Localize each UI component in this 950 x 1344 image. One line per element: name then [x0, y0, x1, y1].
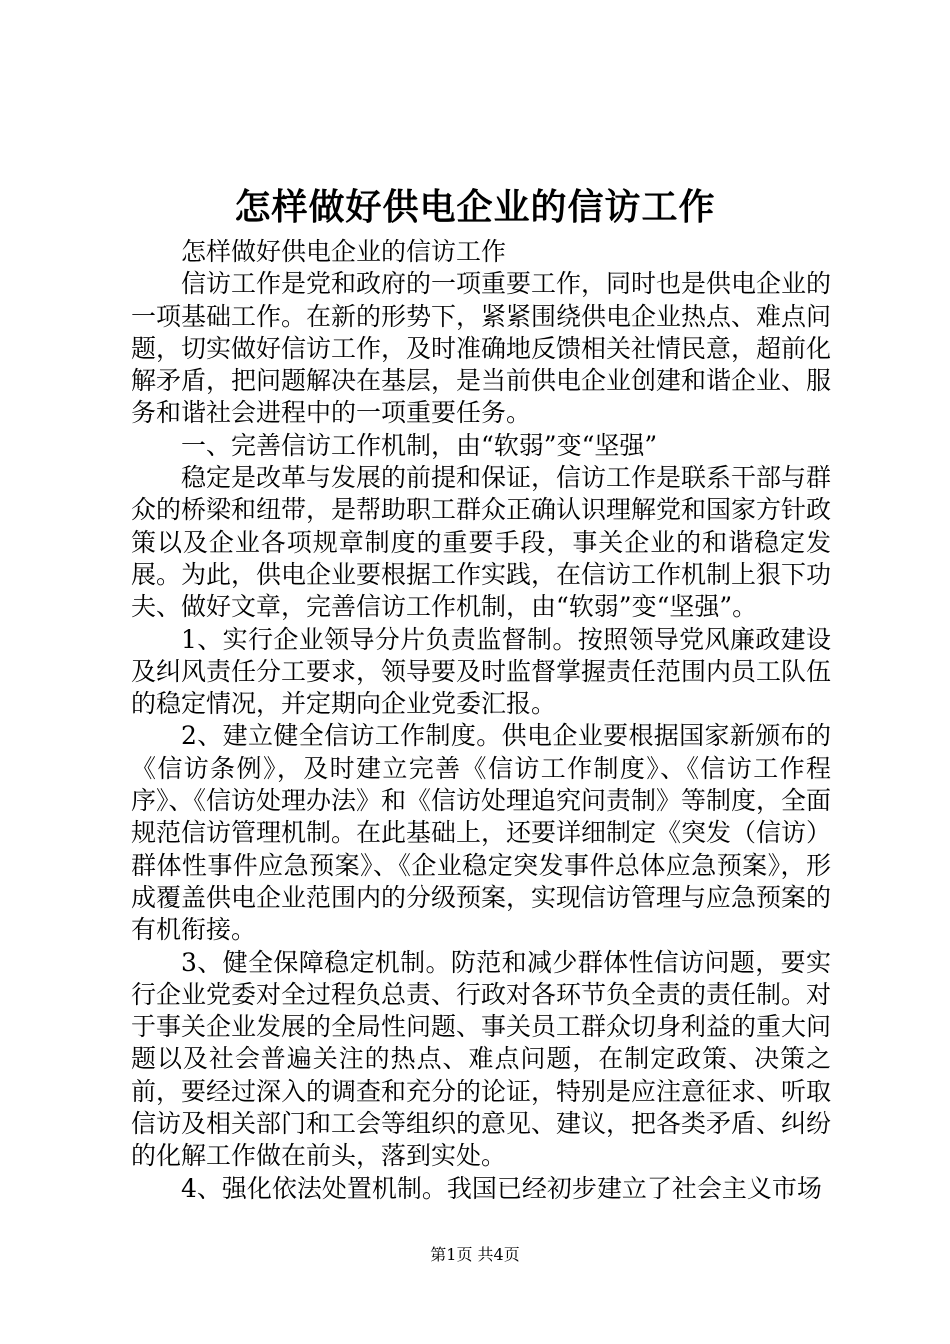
- paragraph-item-4: 4、强化依法处置机制。我国已经初步建立了社会主义市场: [181, 1173, 822, 1203]
- document-body: [131, 236, 831, 1205]
- page-footer: 第1页 共4页: [430, 1245, 520, 1264]
- paragraph-intro: 信访工作是党和政府的一项重要工作，同时也是供电企业的一项基础工作。在新的形势下，紧紧围绕供电企业热点、难点问题，切实做好信访工作，及时准确地反馈相关社情民意，超前化解矛盾，把问题解决在基层，是当前供电企业创建和谐企业、服务和谐社会进程中的一项重要任务。: [131, 269, 832, 428]
- section-heading-1: 一、完善信访工作机制，由“软弱”变“坚强”: [181, 430, 658, 460]
- document-title: 怎样做好供电企业的信访工作: [234, 186, 716, 228]
- paragraph-subtitle: 怎样做好供电企业的信访工作: [181, 237, 507, 266]
- paragraph-item-1: 1、实行企业领导分片负责监督制。按照领导党风廉政建设及纠风责任分工要求，领导要及时监督掌握责任范围内员工队伍的稳定情况，并定期向企业党委汇报。: [131, 624, 832, 719]
- paragraph-item-3: 3、健全保障稳定机制。防范和减少群体性信访问题，要实行企业党委对全过程负总责、行政对各环节负全责的责任制。对于事关企业发展的全局性问题、事关员工群众切身利益的重大问题以及社会普遍关注的热点、难点问题，在制定政策、决策之前，要经过深入的调查和充分的论证，特别是应注意征求、听取信访及相关部门和工会等组织的意见、建议，把各类矛盾、纠纷的化解工作做在前头，落到实处。: [131, 947, 832, 1171]
- paragraph-section-1: 稳定是改革与发展的前提和保证，信访工作是联系干部与群众的桥梁和纽带，是帮助职工群众正确认识理解党和国家方针政策以及企业各项规章制度的重要手段，事关企业的和谐稳定发展。为此，供电企业要根据工作实践，在信访工作机制上狠下功夫、做好文章，完善信访工作机制，由“软弱”变“坚强”。: [131, 463, 832, 622]
- paragraph-item-2: 2、建立健全信访工作制度。供电企业要根据国家新颁布的《信访条例》，及时建立完善《信访工作制度》、《信访工作程序》、《信访处理办法》和《信访处理追究问责制》等制度，全面规范信访管理机制。在此基础上，还要详细制定《突发（信访）群体性事件应急预案》、《企业稳定突发事件总体应急预案》，形成覆盖供电企业范围内的分级预案，实现信访管理与应急预案的有机衔接。: [131, 721, 832, 945]
